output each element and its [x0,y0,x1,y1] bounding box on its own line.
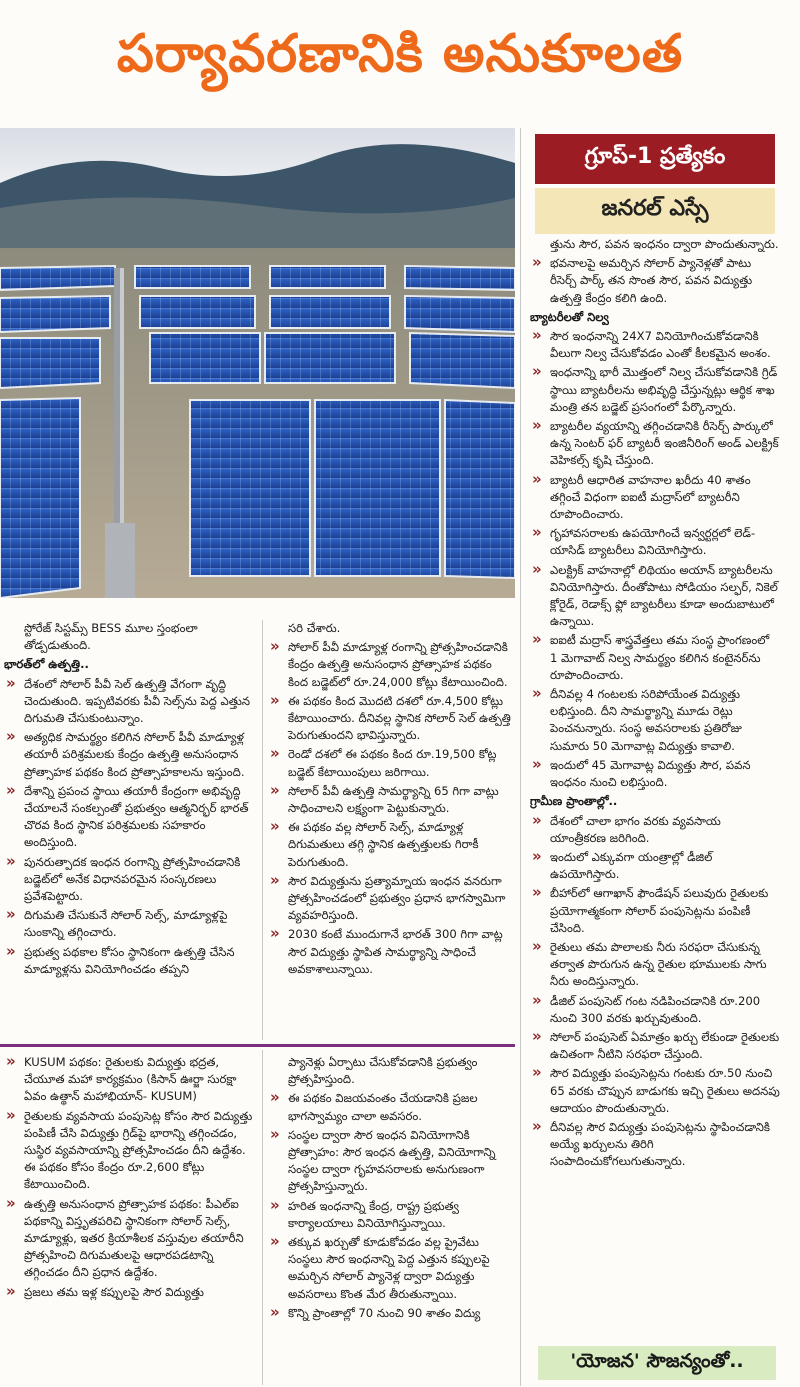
source-credit: 'యోజన' సౌజన్యంతో.. [538,1346,776,1380]
bullet-item: » బీహార్‌లో ఆగాఖాన్‌ ఫౌండేషన్‌ పలువురు రైతులకు ప్రయోగాత్మకంగా సోలార్‌ పంపుసెట్లను పంపిణీ చేసింది. [530,885,780,937]
bullet-item: » సౌర ఇంధనాన్ని 24X7 వినియోగించుకోవడానికి వీలుగా నిల్వ చేసుకోవడం ఎంతో కీలకమైన అంశం. [530,328,780,362]
bullet-item: » ఎలక్ట్రిక్‌ వాహనాల్లో లిథియం అయాన్‌ బ్యాటరీలను వినియోగిస్తారు. దీంతోపాటు సోడియం సల్ఫర్‌, నికెల్‌ క్లోరైడ్‌, రెడాక్స్‌ ఫ్లో బ్యాటరీలు కూడా అందుబాటులో ఉన్నాయి. [530,562,780,631]
bullet-item: » ప్రజలు తమ ఇళ్ల కప్పులపై సౌర విద్యుత్తు [4,1284,256,1301]
bullet-item: » ఈ పథకం విజయవంతం చేయడానికి ప్రజల భాగస్వామ్యం చాలా అవసరం. [268,1090,512,1124]
bullet-item: » హరిత ఇంధనాన్ని కేంద్ర, రాష్ట్ర ప్రభుత్వ కార్యాలయాలు వినియోగిస్తున్నాయి. [268,1198,512,1232]
article-column-left [4,620,256,1040]
bullet-item: » దీనివల్ల సౌర విద్యుత్తు పంపుసెట్లను స్థాపించడానికి అయ్యే ఖర్చులను తిరిగి సంపాదించుకోగలుగుతున్నారు. [530,1119,780,1171]
bullet-item: » పునరుత్పాదక ఇంధన రంగాన్ని ప్రోత్సహించడానికి బడ్జెట్‌లో అనేక విధానపరమైన సంస్కరణలు ప్రవేశపెట్టారు. [4,854,256,906]
bullet-item: » ఇంధనాన్ని భారీ మొత్తంలో నిల్వ చేసుకోవడానికి గ్రిడ్‌ స్థాయి బ్యాటరీలను అభివృద్ధి చేస్తున్నట్లు ఆర్థిక శాఖ మంత్రి తన బడ్జెట్‌ ప్రసంగంలో పేర్కొన్నారు. [530,364,780,416]
bullet-item: » సౌర విద్యుత్తును ప్రత్యామ్నాయ ఇంధన వనరుగా ప్రోత్సహించడంలో ప్రభుత్వం ప్రధాన భాగస్వామిగా వ్యవహరిస్తుంది. [268,873,512,925]
bullet-item: » సోలార్‌ పీవీ మాడ్యూళ్ల రంగాన్ని ప్రోత్సహించడానికి కేంద్రం ఉత్పత్తి అనుసంధాన ప్రోత్సాహక పథకం కింద బడ్జెట్‌లో రూ.24,000 కోట్లు కేటాయించింది. [268,639,512,691]
bullet-item: » సౌర విద్యుత్తు పంపుసెట్లను గంటకు రూ.50 నుంచి 65 వరకు చొప్పున బాడుగకు ఇచ్చి రైతులు అదనపు ఆదాయం పొందుతున్నారు. [530,1065,780,1117]
bullet-item: » దేశంలో సోలార్‌ పీవీ సెల్‌ ఉత్పత్తి వేగంగా వృద్ధి చెందుతుంది. ఇప్పటివరకు పీవీ సెల్స్‌ను పెద్ద ఎత్తున దిగుమతి చేసుకుంటున్నాం. [4,676,256,728]
bullet-item: » గృహావసరాలకు ఉపయోగించే ఇన్వర్టర్లలో లెడ్‌-యాసిడ్‌ బ్యాటరీలు వినియోగిస్తారు. [530,525,780,559]
bullet-item: » రైతులకు వ్యవసాయ పంపుసెట్ల కోసం సౌర విద్యుత్తు పంపిణీ చేసి విద్యుత్తు గ్రిడ్‌పై భారాన్ని తగ్గించడం, సుస్థిర వ్యవసాయాన్ని ప్రోత్సహించడం దీని ఉద్దేశం. ఈ పథకం కోసం కేంద్రం రూ.2,600 కోట్లు కేటాయించింది. [4,1108,256,1194]
bullet-item: » ఇందులో 45 మెగావాట్ల విద్యుత్తు సౌర, పవన ఇంధనం నుంచి లభిస్తుంది. [530,757,780,791]
bullet-item: » 2030 కంటే ముందుగానే భారత్‌ 300 గిగా వాట్ల సౌర విద్యుత్తు స్థాపిత సామర్థ్యాన్ని సాధించే అవకాశాలున్నాయి. [268,926,512,978]
bullet-item: » రెండో దశలో ఈ పథకం కింద రూ.19,500 కోట్ల బడ్జెట్‌ కేటాయింపులు జరిగాయి. [268,746,512,780]
bullet-item: » కొన్ని ప్రాంతాల్లో 70 నుంచి 90 శాతం విద్యు [268,1305,512,1322]
bullet-item: » ఇందులో ఎక్కువగా యంత్రాల్లో డీజిల్‌ ఉపయోగిస్తారు. [530,849,780,883]
bullet-item: » సోలార్‌ పీవీ ఉత్పత్తి సామర్థ్యాన్ని 65 గిగా వాట్లు సాధించాలని లక్ష్యంగా పెట్టుకున్నారు. [268,783,512,817]
section-badges [535,134,775,234]
article-column-middle [268,620,512,1040]
section-divider [0,1044,515,1047]
bullet-item: » దేశంలో చాలా భాగం వరకు వ్యవసాయ యాంత్రీకరణ జరిగింది. [530,813,780,847]
headline-banner [0,0,800,120]
bullet-item: » భవనాలపై అమర్చిన సోలార్‌ ప్యానెళ్లతో పాటు రీసెర్చ్‌ పార్క్‌ తన సొంత సౌర, పవన విద్యుత్తు ఉత్పత్తి కేంద్రం కలిగి ఉంది. [530,255,780,307]
subheading: గ్రామీణ ప్రాంతాల్లో.. [530,794,618,809]
page-title: పర్యావరణానికి అనుకూలత [116,23,684,84]
bullet-item: » దీనివల్ల 4 గంటలకు సరిపోయేంత విద్యుత్తు లభిస్తుంది. దీని సామర్థ్యాన్ని మూడు రెట్లు పెంచనున్నారు. సంస్థ అవసరాలకు ప్రతిరోజు సుమారు 50 మెగావాట్ల విద్యుత్తు కావాలి. [530,686,780,755]
bullet-item: » ఈ పథకం వల్ల సోలార్‌ సెల్స్‌, మాడ్యూళ్ల దిగుమతులు తగ్గి స్థానిక ఉత్పత్తులకు గిరాకీ పెరుగుతుంది. [268,819,512,871]
paragraph: ప్యానెళ్లు ఏర్పాటు చేసుకోవడానికి ప్రభుత్వం ప్రోత్సహిస్తుంది. [288,1055,478,1087]
paragraph: త్తును సౌర, పవన ఇంధనం ద్వారా పొందుతున్నారు. [550,237,779,251]
bullet-item: » బ్యాటరీల వ్యయాన్ని తగ్గించడానికి రీసెర్చ్‌ పార్కులో ఉన్న సెంటర్‌ ఫర్‌ బ్యాటరీ ఇంజినీరింగ్‌ అండ్‌ ఎలక్ట్రిక్‌ వెహికల్స్‌ కృషి చేస్తుంది. [530,418,780,470]
article-column-bottom-left [4,1054,256,1384]
subject-badge: జనరల్‌ ఎస్సే [535,188,775,234]
bullet-item: » KUSUM పథకం: రైతులకు విద్యుత్తు భద్రత, చేయూత మహా కార్యక్రమం (కిసాన్‌ ఊర్జా సురక్షా ఏవం ఉత్థాన్‌ మహాభియాన్‌- KUSUM) [4,1054,256,1106]
bullet-item: » తక్కువ ఖర్చుతో కూడుకోవడం వల్ల ప్రైవేటు సంస్థలు సౌర ఇంధనాన్ని పెద్ద ఎత్తున కప్పులపై అమర్చిన సోలార్‌ ప్యానెళ్ల ద్వారా విద్యుత్తు అవసరాలు కొంత మేర తీరుతున్నాయి. [268,1234,512,1303]
paragraph: స్టోరేజ్‌ సిస్టమ్స్‌ BESS మూల స్తంభంలా తోడ్పడుతుంది. [24,621,198,653]
paragraph: సరి చేశారు. [288,621,341,635]
column-divider [262,620,263,1040]
bullet-item: » సంస్థల ద్వారా సౌర ఇంధన వినియోగానికి ప్రోత్సాహం: సౌర ఇంధన ఉత్పత్తి, వినియోగాన్ని సంస్థల ద్వారా గృహవసరాలకు అనుగుణంగా ప్రోత్సహిస్తున్నారు. [268,1127,512,1196]
bullet-item: » దిగుమతి చేసుకునే సోలార్‌ సెల్స్‌, మాడ్యూళ్లపై సుంకాన్ని తగ్గించారు. [4,907,256,941]
column-divider [520,128,521,1386]
article-column-right [530,236,780,1340]
solar-farm-photo [0,128,515,598]
bullet-item: » ప్రభుత్వ పథకాల కోసం స్థానికంగా ఉత్పత్తి చేసిన మాడ్యూళ్లను వినియోగించడం తప్పని [4,944,256,978]
column-divider [262,1050,263,1385]
bullet-item: » ఉత్పత్తి అనుసంధాన ప్రోత్సాహక పథకం: పీఎల్‌ఐ పథకాన్ని విస్తృతపరిచి స్థానికంగా సోలార్‌ సెల్స్‌, మాడ్యూళ్లు, ఇతర క్రియాశీలక వస్తువుల తయారీని ప్రోత్సహించి దిగుమతులపై ఆధారపడటాన్ని తగ్గించడం దీని ప్రధాన ఉద్దేశం. [4,1196,256,1282]
bullet-item: » ఈ పథకం కింద మొదటి దశలో రూ.4,500 కోట్లు కేటాయించారు. దీనివల్ల స్థానిక సోలార్‌ సెల్‌ ఉత్పత్తి పెరుగుతుందని భావిస్తున్నారు. [268,693,512,745]
subheading: భారత్‌లో ఉత్పత్తి.. [4,657,89,672]
group-badge: గ్రూప్‌-1 ప్రత్యేకం [535,134,775,184]
bullet-item: » రైతులు తమ పొలాలకు నీరు సరఫరా చేసుకున్న తర్వాత పొరుగున ఉన్న రైతుల భూములకు సాగు నీరు అందిస్తున్నారు. [530,939,780,991]
subheading: బ్యాటరీలతో నిల్వ [530,309,609,324]
bullet-item: » బ్యాటరీ ఆధారిత వాహనాల ఖరీదు 40 శాతం తగ్గించే విధంగా ఐఐటీ మద్రాస్‌లో బ్యాటరీని రూపొందించారు. [530,472,780,524]
bullet-item: » డీజిల్‌ పంపుసెట్‌ గంట నడిపించడానికి రూ.200 నుంచి 300 వరకు ఖర్చువుతుంది. [530,993,780,1027]
bullet-item: » అత్యధిక సామర్థ్యం కలిగిన సోలార్‌ పీవీ మాడ్యూళ్ల తయారీ పరిశ్రమలకు కేంద్రం ఉత్పత్తి అనుసంధాన ప్రోత్సాహక పథకం కింద ప్రోత్సాహకాలను ఇస్తుంది. [4,729,256,781]
article-column-bottom-middle [268,1054,512,1384]
bullet-item: » ఐఐటీ మద్రాస్‌ శాస్త్రవేత్తలు తమ సంస్థ ప్రాంగణంలో 1 మెగావాట్‌ నిల్వ సామర్థ్యం కలిగిన కంటైనర్‌ను రూపొందించారు. [530,632,780,684]
bullet-item: » సోలార్‌ పంపుసెట్‌ ఏమాత్రం ఖర్చు లేకుండా రైతులకు ఉచితంగా నీటిని సరఫరా చేస్తుంది. [530,1029,780,1063]
bullet-item: » దేశాన్ని ప్రపంచ స్థాయి తయారీ కేంద్రంగా అభివృద్ధి చేయాలనే సంకల్పంతో ప్రభుత్వం ఆత్మనిర్భర్‌ భారత్‌ చొరవ కింద స్థానిక పరిశ్రమలకు సహకారం అందిస్తుంది. [4,783,256,852]
